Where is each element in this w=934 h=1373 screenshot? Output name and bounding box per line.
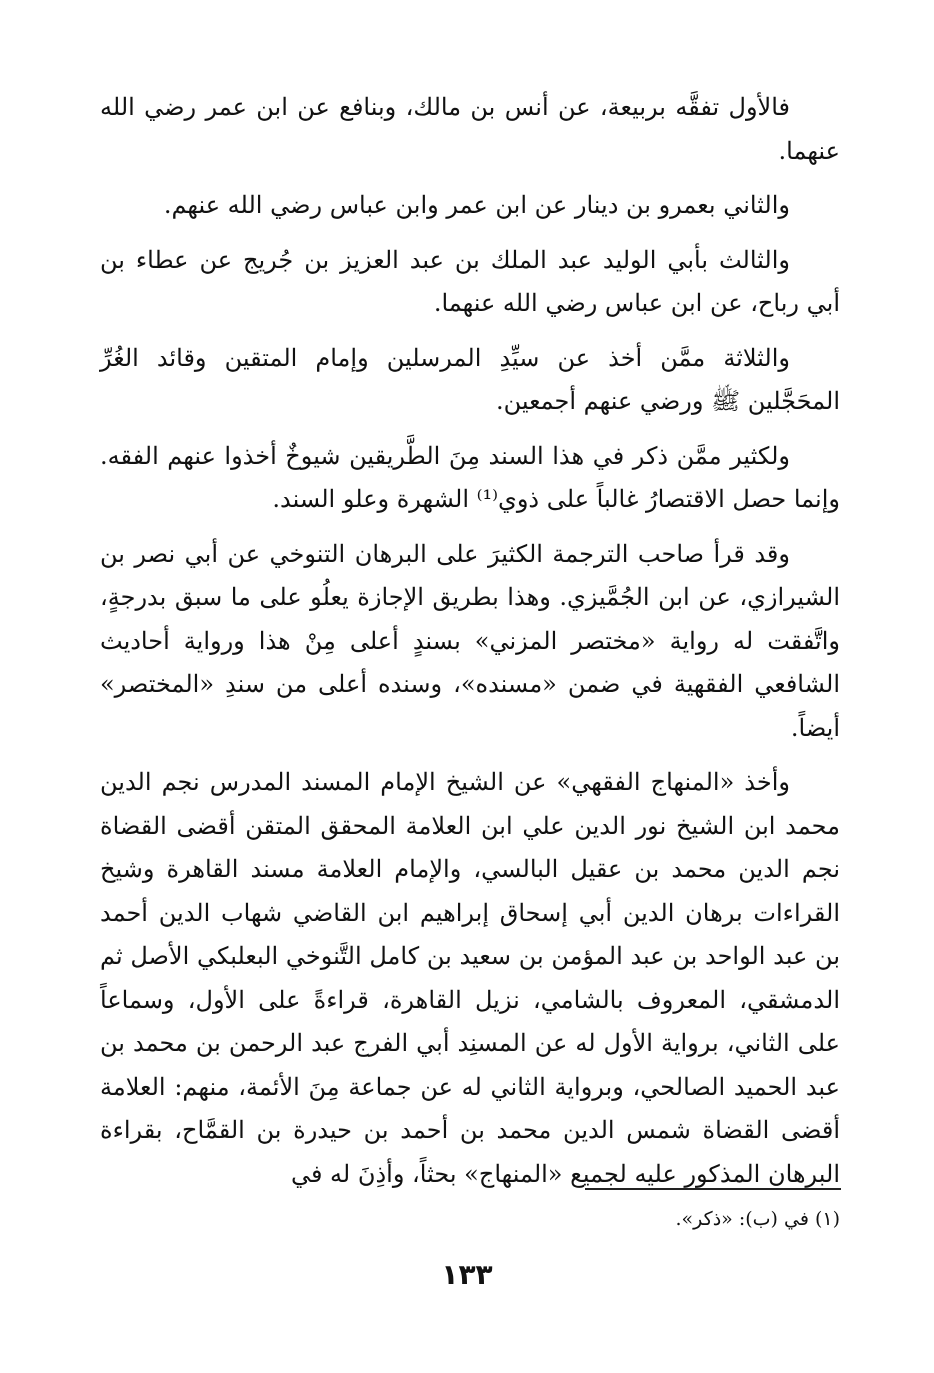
paragraph-7: وأخذ «المنهاج الفقهي» عن الشيخ الإمام المسند المدرس نجم الدين محمد ابن الشيخ نور الدين علي ابن العلامة المحقق المتقن أقضى القضاة نجم الدين محمد بن عقيل البالسي، والإمام العلامة مسند القاهرة وشيخ القراءات برهان الدين أبي إسحاق إبراهيم ابن القاضي شهاب الدين أحمد بن عبد الواحد بن عبد المؤمن بن سعيد بن كامل التَّنوخي البعلبكي الأصل ثم الدمشقي، المعروف بالشامي، نزيل القاهرة، قراءةً على الأول، وسماعاً على الثاني، برواية الأول له عن المسنِد أبي الفرج عبد الرحمن بن محمد بن عبد الحميد الصالحي، وبرواية الثاني له عن جماعة مِنَ الأئمة، منهم: العلامة أقضى القضاة شمس الدين محمد بن أحمد بن حيدرة بن القمَّاح، بقراءة البرهان المذكور عليه لجميع «المنهاج» بحثاً، وأذِنَ له في	[100, 768, 840, 1188]
paragraph-6: وقد قرأ صاحب الترجمة الكثيرَ على البرهان التنوخي عن أبي نصر بن الشيرازي، عن ابن الجُمَّيزي. وهذا بطريق الإجازة يعلُو على ما سبق بدرجةٍ، واتَّفقت له رواية «مختصر المزني» بسندٍ أعلى مِنْ هذا ورواية أحاديث الشافعي الفقهية في ضمن «مسنده»، وسنده أعلى من سندِ «المختصر» أيضاً.	[100, 539, 840, 742]
paragraph-1: فالأول تفقَّه بربيعة، عن أنس بن مالك، وبنافع عن ابن عمر رضي الله عنهما.	[100, 93, 840, 165]
paragraph-4: والثلاثة ممَّن أخذ عن سيِّدِ المرسلين وإمام المتقين وقائد الغُرِّ المحَجَّلين ﷺ ورضي عنهم أجمعين.	[100, 343, 840, 415]
page-number: ١٣٣	[441, 1258, 493, 1291]
paragraph-2: والثاني بعمرو بن دينار عن ابن عمر وابن عباس رضي الله عنهم.	[163, 191, 790, 219]
paragraph-3: والثالث بأبي الوليد عبد الملك بن عبد العزيز بن جُريج عن عطاء بن أبي رباح، عن ابن عباس رضي الله عنهما.	[100, 245, 840, 317]
footnote: (١) في (ب): «ذكر».	[675, 1208, 840, 1230]
footnote-divider	[585, 1188, 841, 1190]
main-text	[100, 86, 840, 1207]
paragraph-5: ولكثير ممَّن ذكر في هذا السند مِنَ الطَّريقين شيوخٌ أخذوا عنهم الفقه. وإنما حصل الاقتصارُ غالباً على ذوي⁽¹⁾ الشهرة وعلو السند.	[100, 441, 840, 513]
